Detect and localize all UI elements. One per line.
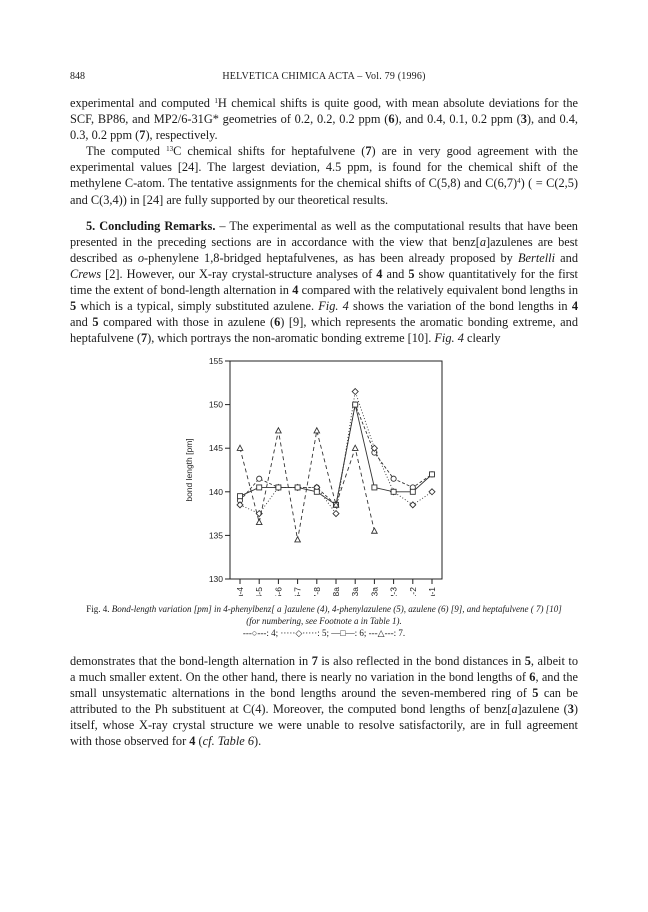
y-tick-label: 150	[208, 399, 223, 410]
point-series-7	[372, 528, 378, 533]
point-series-6	[410, 489, 415, 494]
point-series-7	[352, 445, 358, 450]
figure-4	[150, 356, 450, 601]
point-series-5	[333, 511, 339, 517]
point-series-6	[295, 485, 300, 490]
point-series-5	[237, 502, 243, 508]
point-series-6	[257, 485, 262, 490]
point-series-6	[372, 485, 377, 490]
page-number: 848	[70, 71, 85, 82]
section-heading: 5. Concluding Remarks.	[86, 218, 216, 233]
x-tick-label: 5-6	[273, 587, 284, 596]
x-tick-label: 2-3	[388, 587, 399, 596]
caption-text: Fig. 4. Bond-length variation [pm] in 4-phenylbenz[ a ]azulene (4), 4-phenylazulene (5), azulene (6) [9], and heptafulvene ( 7) [10] (for numbering, see Footnote a in Table 1).	[86, 604, 562, 626]
journal-title: HELVETICA CHIMICA ACTA – Vol. 79 (1996)	[222, 71, 426, 82]
y-axis-label: bond length [pm]	[184, 438, 194, 502]
point-series-7	[314, 428, 320, 433]
plot-frame	[230, 361, 442, 579]
point-series-6	[238, 494, 243, 499]
chart-axes	[184, 356, 442, 596]
point-series-7	[256, 519, 262, 524]
point-series-6	[314, 489, 319, 494]
point-series-5	[410, 502, 416, 508]
x-tick-label: 7-8	[311, 587, 322, 596]
x-tick-label: 6-7	[292, 587, 303, 596]
y-tick-label: 155	[208, 356, 223, 366]
x-tick-label: 3a-4	[235, 587, 245, 596]
series-line-6	[240, 405, 432, 505]
y-tick-label: 130	[208, 574, 223, 584]
series-line-4	[240, 405, 432, 505]
bond-length-chart	[150, 356, 450, 596]
paragraph-1: experimental and computed $^1$H chemical shifts is quite good, with mean absolute deviations for the SCF, BP86, and MP2/6-31G* geometries of 0.2, 0.2, 0.2 ppm (6), and 0.4, 0.1, 0.2 ppm (3), and 0.4, 0.3, 0.2 ppm (7), respectively.	[70, 96, 578, 143]
point-series-5	[429, 489, 435, 495]
point-series-6	[430, 472, 435, 477]
point-series-7	[295, 537, 301, 542]
point-series-6	[353, 402, 358, 407]
x-tick-label	[350, 587, 360, 596]
x-tick-label: 1-2	[407, 587, 418, 596]
point-series-4	[257, 476, 262, 481]
y-tick-label: 140	[208, 486, 223, 497]
y-tick-label: 135	[208, 530, 223, 541]
point-series-6	[391, 489, 396, 494]
x-tick-label: 4-5	[254, 587, 265, 596]
point-series-5	[371, 445, 377, 451]
point-series-6	[276, 485, 281, 490]
body-text-top	[70, 95, 578, 346]
paragraph-3: 5. Concluding Remarks. – The experimental as well as the computational results that have been presented in the preceding sections are in accordance with the view that benz[a]azulenes are best described as o-phenylene 1,8-bridged heptafulvenes, as has been already proposed by Bertelli and Crews [2]. However, our X-ray crystal-structure analyses of 4 and 5 show quantitatively for the first time the extent of bond-length alternation in 4 compared with the relatively equivalent bond lengths in 5 which is a typical, simply substituted azulene. Fig. 4 shows the variation of the bond lengths in 4 and 5 compared with those in azulene (6) [9], which represents the aromatic bonding extreme, and heptafulvene (7), which portrays the non-aromatic bonding extreme [10]. Fig. 4 clearly	[70, 218, 579, 346]
figure-caption	[86, 604, 562, 639]
paragraph-2: The computed $^{13}$C chemical shifts for heptafulvene (7) are in very good agreement with the experimental values [24]. The largest deviation, 4.5 ppm, is found for the chemical shift of the methylene C-atom. The tentative assignments for the chemical shifts of C(5,8) and $C(6,7)^4$) ( = C(2,5) and C(3,4)) in [24] are fully supported by our theoretical results.	[70, 144, 578, 207]
point-series-7	[237, 445, 243, 450]
point-series-4	[391, 476, 396, 481]
body-text-bottom	[70, 653, 578, 750]
x-tick-label: 3-3a	[369, 587, 380, 596]
x-tick-label: 8-8a	[331, 587, 341, 596]
point-series-5	[352, 389, 358, 395]
series-line-5	[240, 392, 432, 514]
chart-series	[237, 389, 435, 542]
x-tick-label: 8a-1	[427, 587, 437, 596]
y-tick-label: 145	[208, 443, 223, 454]
caption-legend: ---○---: 4; ·····◇·····: 5; —□—: 6; ---△---: 7.	[242, 627, 406, 638]
paragraph-4: demonstrates that the bond-length alternation in 7 is also reflected in the bond distances in 5, albeit to a much smaller extent. On the other hand, there is nearly no variation in the bond lengths of 6, and the small unsystematic alternations in the bond lengths around the seven-membered ring of 5 can be attributed to the Ph substituent at C(4). Moreover, the computed bond lengths of benz[a]azulene (3) itself, whose X-ray crystal structure we were unable to resolve satisfactorily, are in full agreement with those observed for 4 (cf. Table 6).	[70, 654, 579, 749]
point-series-7	[276, 428, 282, 433]
